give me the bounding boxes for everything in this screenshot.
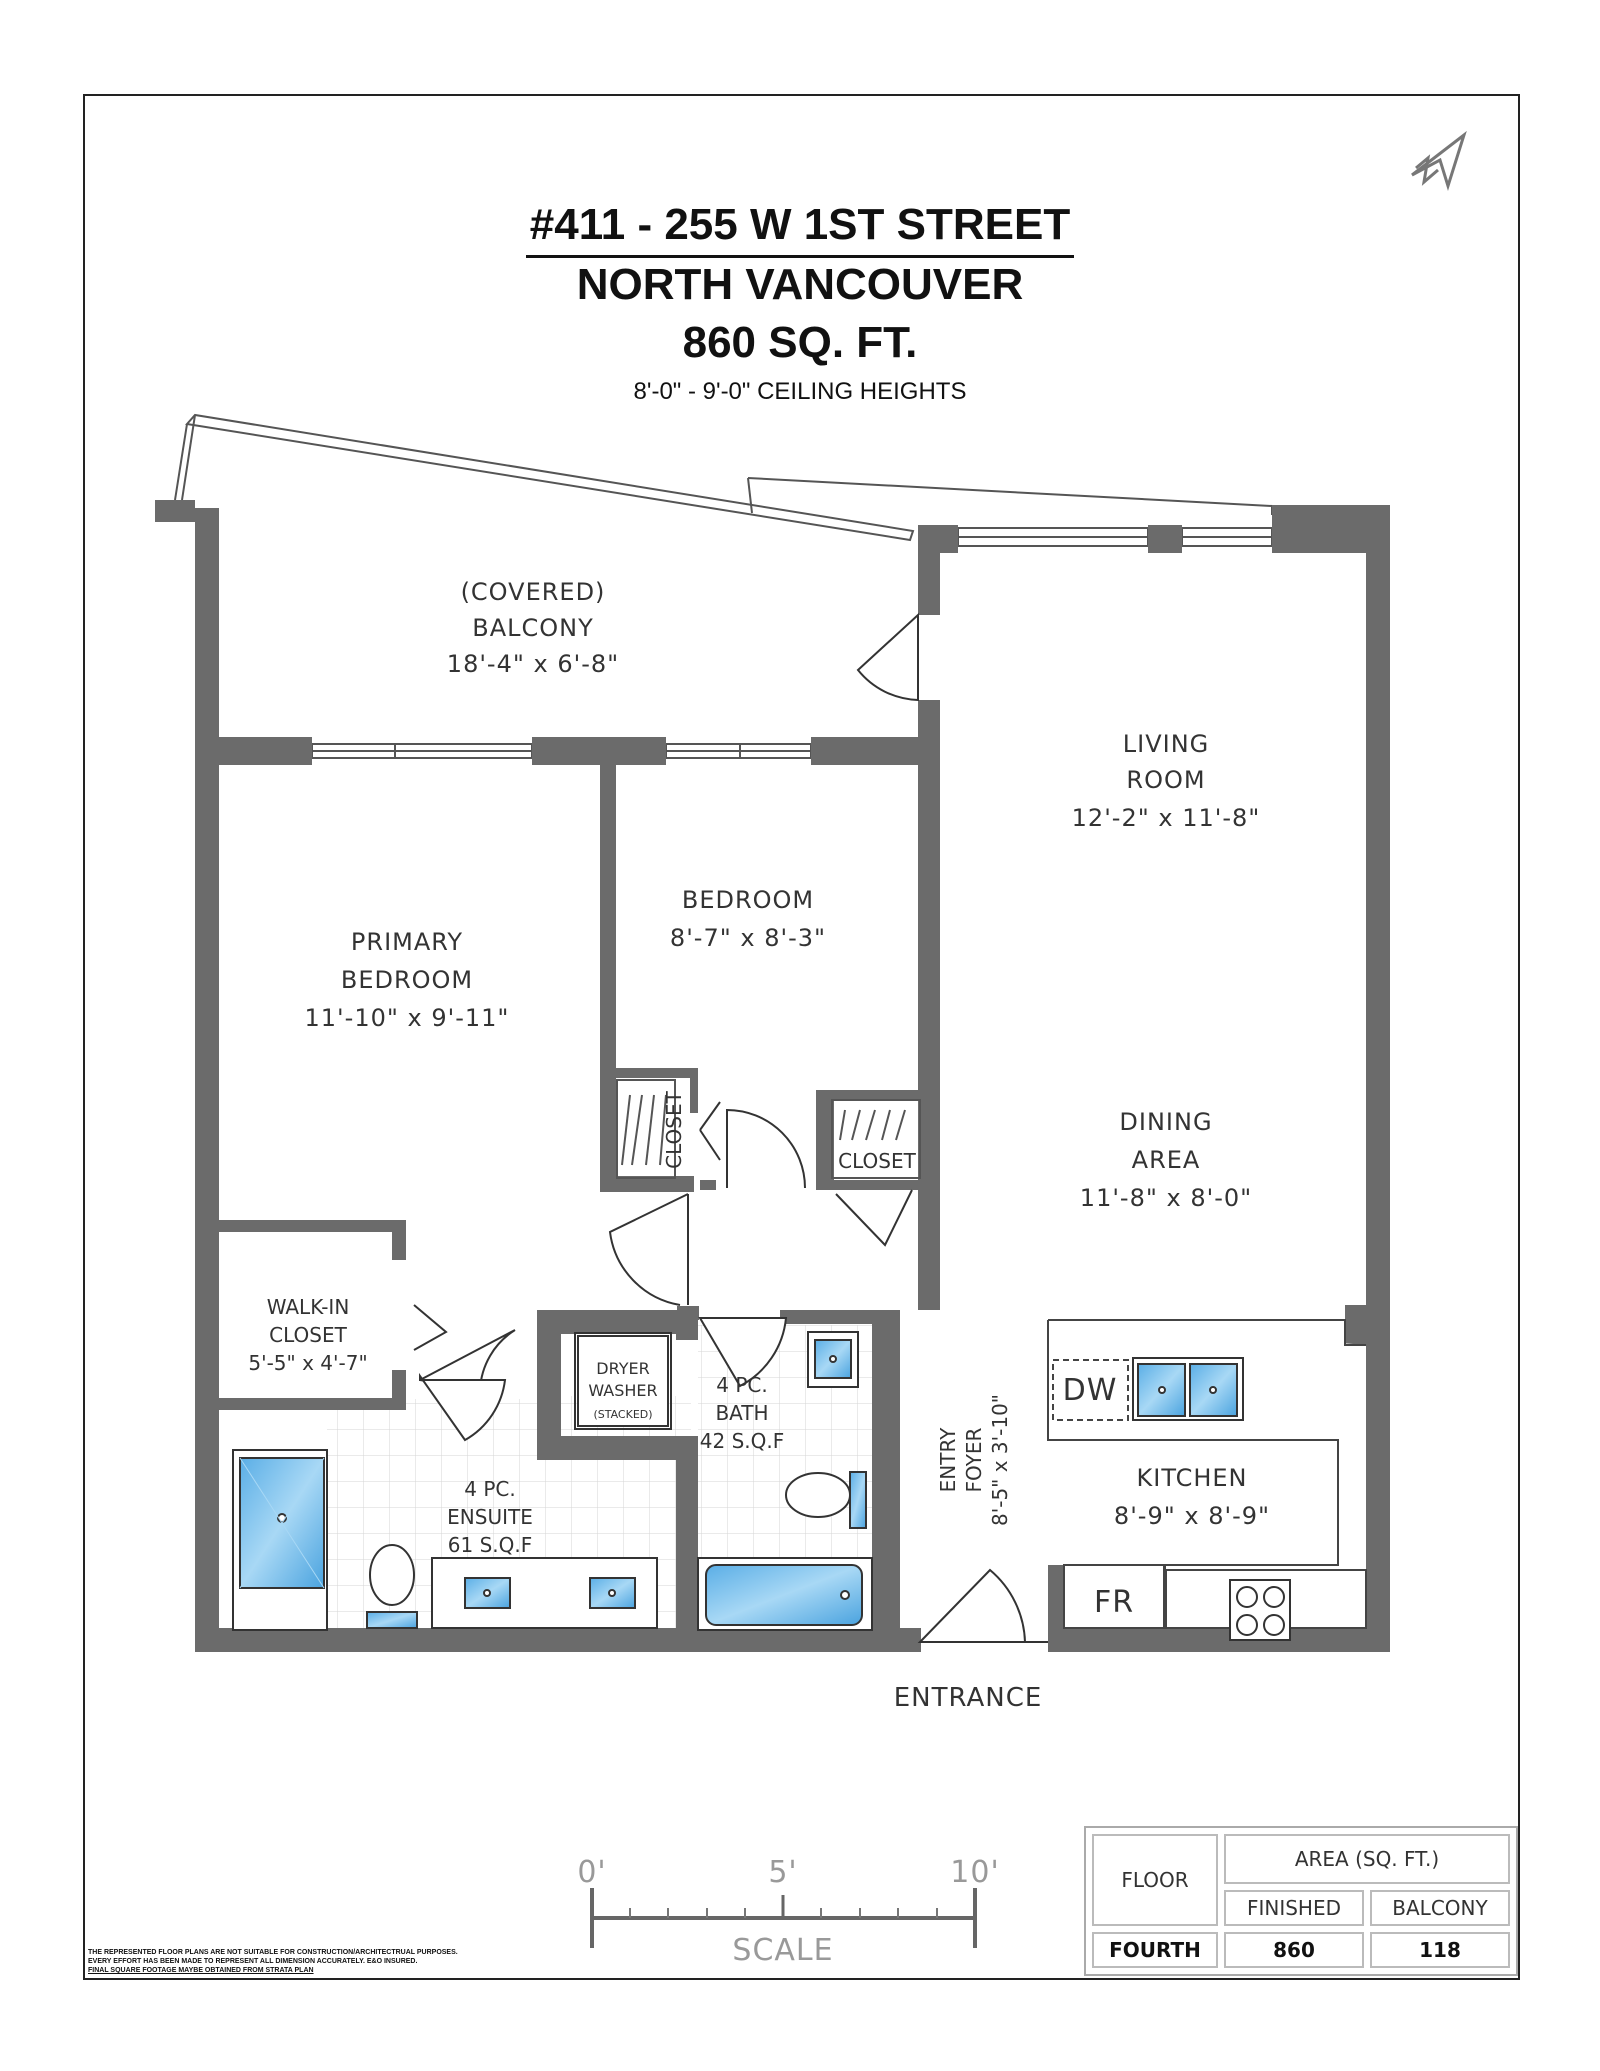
bedroom-label: BEDROOM [681,886,815,914]
area-table [1084,1826,1518,1976]
area-title: 860 SQ. FT. [682,318,918,367]
disclaimer [88,1948,508,1975]
kitchen-label: KITCHEN [1136,1464,1248,1492]
ensuite-dims: 61 S.Q.F [447,1533,533,1557]
disclaimer-line-3: FINAL SQUARE FOOTAGE MAYBE OBTAINED FROM STRATA PLAN [88,1967,314,1974]
ensuite-label-2: ENSUITE [447,1505,533,1529]
city-title: NORTH VANCOUVER [576,260,1024,309]
address-title: #411 - 255 W 1ST STREET [0,200,1600,250]
area-header: AREA (SQ. FT.) [1224,1834,1510,1884]
primary-label-2: BEDROOM [340,966,474,994]
kitchen-dims: 8'-9" x 8'-9" [1113,1502,1271,1530]
bath-label-2: BATH [715,1401,769,1425]
dining-label-2: AREA [1131,1146,1201,1174]
laundry-label-1: DRYER [596,1359,650,1378]
balcony-value: 118 [1370,1932,1510,1968]
living-label-1: LIVING [1122,730,1210,758]
living-label-2: ROOM [1126,766,1206,794]
laundry-label-2: WASHER [588,1381,658,1400]
bath-label-1: 4 PC. [716,1373,768,1397]
entrance-label: ENTRANCE [893,1683,1043,1713]
scale-bar [577,1855,999,1968]
bedroom-dims: 8'-7" x 8'-3" [669,924,827,952]
primary-label-1: PRIMARY [350,928,464,956]
balcony-header: BALCONY [1370,1890,1510,1926]
balcony-label-1: (COVERED) [460,578,606,606]
closet-label-2: CLOSET [838,1149,916,1173]
scale-tick-10: 10' [950,1855,1000,1890]
scale-label: SCALE [732,1933,834,1968]
walkin-label-2: CLOSET [269,1323,347,1347]
bath-dims: 42 S.Q.F [699,1429,785,1453]
floor-header: FLOOR [1092,1834,1218,1926]
scale-tick-5: 5' [768,1855,798,1890]
disclaimer-line-2: EVERY EFFORT HAS BEEN MADE TO REPRESENT ALL DIMENSION ACCURATELY. E&O INSURED. [88,1958,418,1965]
living-dims: 12'-2" x 11'-8" [1071,804,1261,832]
floor-value: FOURTH [1092,1932,1218,1968]
laundry-label-3: (STACKED) [593,1408,653,1421]
ensuite-label-1: 4 PC. [464,1477,516,1501]
ceiling-heights: 8'-0" - 9'-0" CEILING HEIGHTS [633,378,967,405]
foyer-label-2: FOYER [962,1427,986,1493]
dishwasher-label: DW [1062,1373,1118,1408]
dining-label-1: DINING [1119,1108,1213,1136]
finished-value: 860 [1224,1932,1364,1968]
north-arrow-icon [1412,135,1464,186]
finished-header: FINISHED [1224,1890,1364,1926]
balcony-label-2: BALCONY [472,614,594,642]
scale-tick-0: 0' [577,1855,607,1890]
walkin-dims: 5'-5" x 4'-7" [248,1351,368,1375]
windows [312,528,1272,758]
balcony-railing [175,415,1272,540]
walkin-label-1: WALK-IN [266,1295,350,1319]
balcony-dims: 18'-4" x 6'-8" [446,650,620,678]
disclaimer-line-1: THE REPRESENTED FLOOR PLANS ARE NOT SUITABLE FOR CONSTRUCTION/ARCHITECTRUAL PURPOSES. [88,1949,458,1956]
dining-dims: 11'-8" x 8'-0" [1079,1184,1253,1212]
foyer-dims: 8'-5" x 3'-10" [988,1393,1012,1527]
foyer-label-1: ENTRY [936,1427,960,1493]
fridge-label: FR [1093,1585,1135,1620]
closet-label-1: CLOSET [662,1091,686,1169]
primary-dims: 11'-10" x 9'-11" [304,1004,510,1032]
